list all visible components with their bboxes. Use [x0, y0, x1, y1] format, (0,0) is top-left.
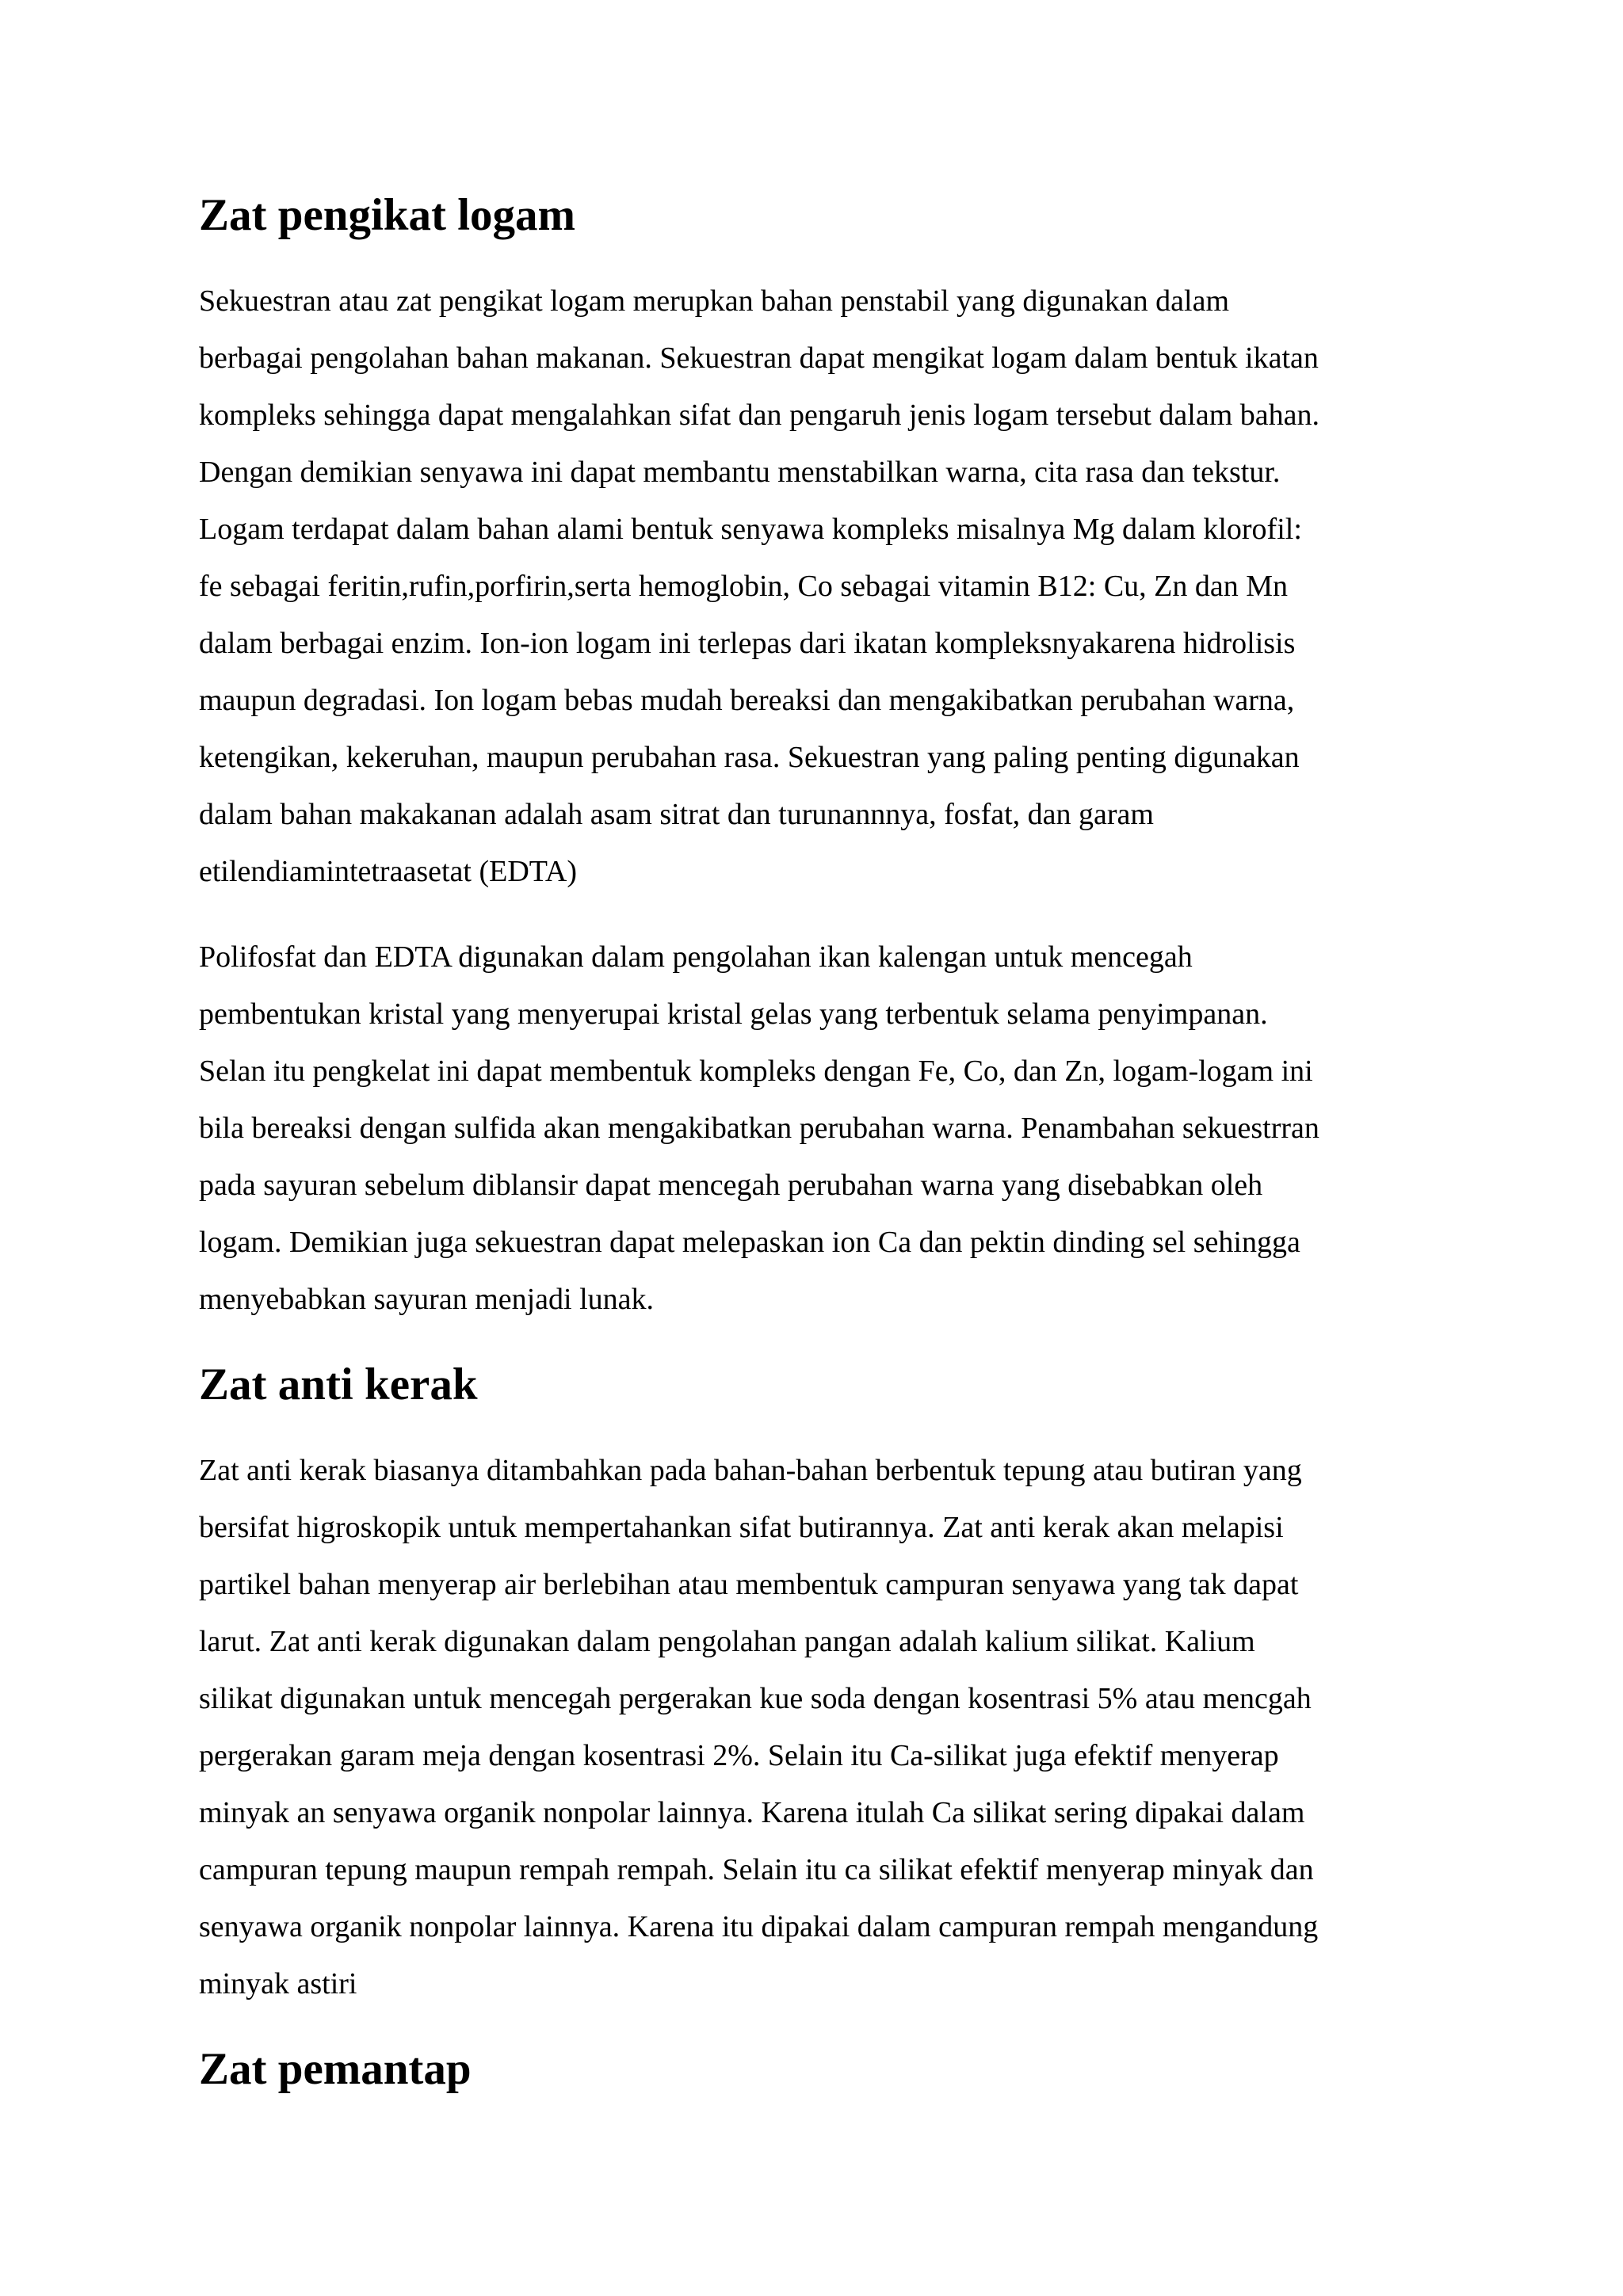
text-line: minyak astiri: [199, 1967, 357, 2000]
text-line: Dengan demikian senyawa ini dapat membantu menstabilkan warna, cita rasa dan tekstur.: [199, 456, 1281, 489]
text-line: pergerakan garam meja dengan kosentrasi 2%. Selain itu Ca-silikat juga efektif menyerap: [199, 1739, 1279, 1772]
text-line: Polifosfat dan EDTA digunakan dalam pengolahan ikan kalengan untuk mencegah: [199, 940, 1193, 974]
paragraph: [199, 1442, 1435, 2012]
text-line: partikel bahan menyerap air berlebihan atau membentuk campuran senyawa yang tak dapat: [199, 1568, 1299, 1601]
text-line: etilendiamintetraasetat (EDTA): [199, 855, 578, 888]
text-line: maupun degradasi. Ion logam bebas mudah bereaksi dan mengakibatkan perubahan warna,: [199, 684, 1295, 717]
text-line: bila bereaksi dengan sulfida akan mengakibatkan perubahan warna. Penambahan sekuestrran: [199, 1112, 1319, 1145]
text-line: Logam terdapat dalam bahan alami bentuk senyawa kompleks misalnya Mg dalam klorofil:: [199, 513, 1302, 546]
text-line: silikat digunakan untuk mencegah pergerakan kue soda dengan kosentrasi 5% atau mencgah: [199, 1682, 1312, 1715]
text-line: berbagai pengolahan bahan makanan. Sekuestran dapat mengikat logam dalam bentuk ikatan: [199, 341, 1319, 375]
text-line: senyawa organik nonpolar lainnya. Karena itu dipakai dalam campuran rempah mengandung: [199, 1910, 1319, 1943]
text-line: dalam bahan makakanan adalah asam sitrat dan turunannnya, fosfat, dan garam: [199, 798, 1154, 831]
document-page: [199, 187, 1435, 2098]
text-line: menyebabkan sayuran menjadi lunak.: [199, 1283, 655, 1316]
text-line: pembentukan kristal yang menyerupai kristal gelas yang terbentuk selama penyimpanan.: [199, 997, 1268, 1031]
text-line: logam. Demikian juga sekuestran dapat melepaskan ion Ca dan pektin dinding sel sehingga: [199, 1226, 1300, 1259]
section-heading-zat-pemantap: Zat pemantap: [199, 2044, 472, 2094]
text-line: ketengikan, kekeruhan, maupun perubahan rasa. Sekuestran yang paling penting digunakan: [199, 741, 1300, 774]
text-line: dalam berbagai enzim. Ion-ion logam ini terlepas dari ikatan kompleksnyakarena hidrolisis: [199, 627, 1296, 660]
text-line: Zat anti kerak biasanya ditambahkan pada bahan-bahan berbentuk tepung atau butiran yang: [199, 1454, 1302, 1487]
text-line: Sekuestran atau zat pengikat logam merupkan bahan penstabil yang digunakan dalam: [199, 284, 1230, 318]
text-line: larut. Zat anti kerak digunakan dalam pengolahan pangan adalah kalium silikat. Kalium: [199, 1625, 1255, 1658]
paragraph: [199, 929, 1435, 1328]
text-line: minyak an senyawa organik nonpolar lainnya. Karena itulah Ca silikat sering dipakai dalam: [199, 1796, 1305, 1829]
text-line: bersifat higroskopik untuk mempertahankan sifat butirannya. Zat anti kerak akan melapisi: [199, 1511, 1284, 1544]
section-heading-zat-anti-kerak: Zat anti kerak: [199, 1360, 478, 1409]
section-heading-zat-pengikat-logam: Zat pengikat logam: [199, 190, 576, 240]
text-line: fe sebagai feritin,rufin,porfirin,serta hemoglobin, Co sebagai vitamin B12: Cu, Zn dan Mn: [199, 570, 1289, 603]
text-line: kompleks sehingga dapat mengalahkan sifat dan pengaruh jenis logam tersebut dalam bahan.: [199, 399, 1320, 432]
text-line: pada sayuran sebelum diblansir dapat mencegah perubahan warna yang disebabkan oleh: [199, 1169, 1263, 1202]
text-line: Selan itu pengkelat ini dapat membentuk kompleks dengan Fe, Co, dan Zn, logam-logam ini: [199, 1055, 1313, 1088]
text-line: campuran tepung maupun rempah rempah. Selain itu ca silikat efektif menyerap minyak dan: [199, 1853, 1314, 1886]
paragraph: [199, 273, 1435, 900]
